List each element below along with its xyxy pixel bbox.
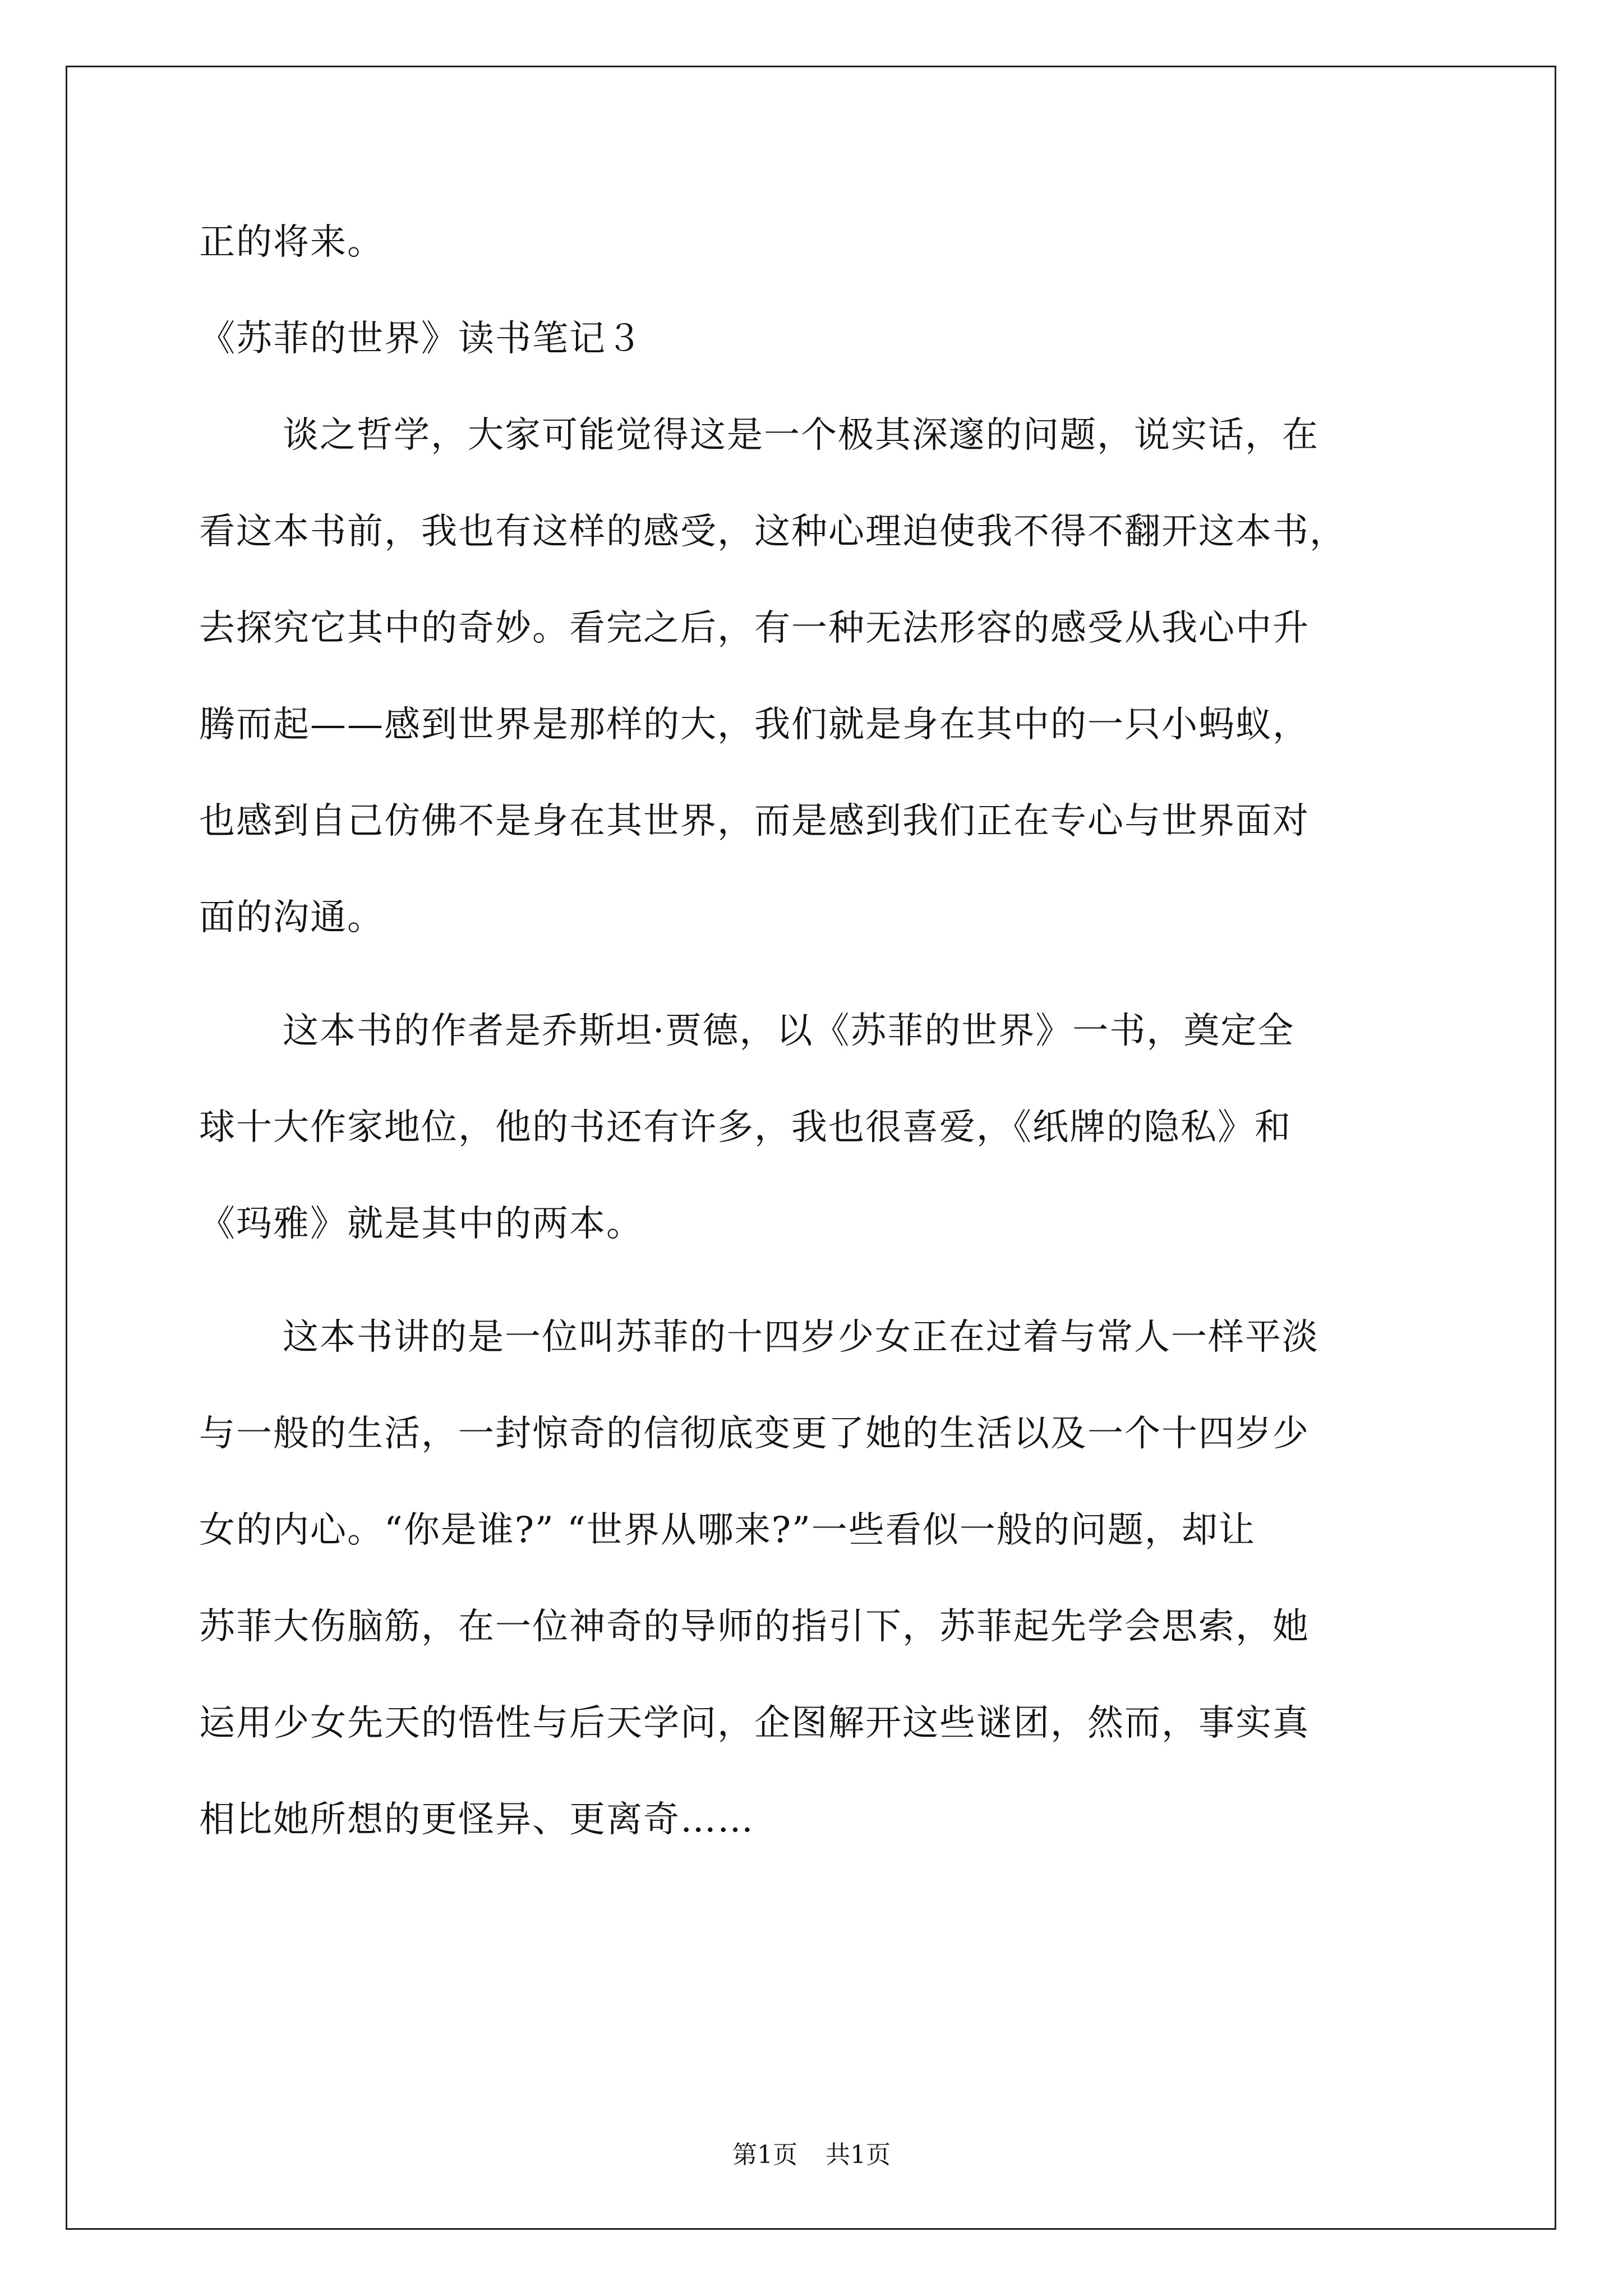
- page-total: 共1页: [826, 2141, 891, 2169]
- page-footer: [0, 2138, 1623, 2172]
- text-line: 看这本书前，我也有这样的感受，这种心理迫使我不得不翻开这本书，: [199, 511, 1347, 553]
- section-heading: 《苏菲的世界》读书笔记３: [199, 318, 643, 360]
- text-line: 也感到自己仿佛不是身在其世界，而是感到我们正在专心与世界面对: [199, 800, 1310, 842]
- text-line: 正的将来。: [199, 222, 384, 263]
- text-line: 谈之哲学，大家可能觉得这是一个极其深邃的问题，说实话，在: [283, 415, 1319, 456]
- text-line: 球十大作家地位，他的书还有许多，我也很喜爱，《纸牌的隐私》和: [199, 1107, 1292, 1148]
- text-line: 苏菲大伤脑筋，在一位神奇的导师的指引下，苏菲起先学会思索，她: [199, 1606, 1310, 1648]
- text-line: 与一般的生活，一封惊奇的信彻底变更了她的生活以及一个十四岁少: [199, 1413, 1310, 1455]
- text-line: 运用少女先天的悟性与后天学问，企图解开这些谜团，然而，事实真: [199, 1703, 1310, 1744]
- text-line: 《玛雅》就是其中的两本。: [199, 1203, 643, 1245]
- text-line: 面的沟通。: [199, 897, 384, 938]
- text-line: 这本书的作者是乔斯坦·贾德，以《苏菲的世界》一书，奠定全: [283, 1010, 1295, 1052]
- text-line: 这本书讲的是一位叫苏菲的十四岁少女正在过着与常人一样平淡: [283, 1317, 1319, 1358]
- text-line: 相比她所想的更怪异、更离奇……: [199, 1799, 754, 1841]
- page-number: 第1页: [732, 2141, 797, 2169]
- document-body: [199, 194, 1431, 1868]
- text-line: 去探究它其中的奇妙。看完之后，有一种无法形容的感受从我心中升: [199, 608, 1310, 649]
- text-line: 女的内心。“你是谁?” “世界从哪来?”一些看似一般的问题，却让: [199, 1510, 1256, 1551]
- text-line: 腾而起——感到世界是那样的大，我们就是身在其中的一只小蚂蚁，: [199, 704, 1310, 746]
